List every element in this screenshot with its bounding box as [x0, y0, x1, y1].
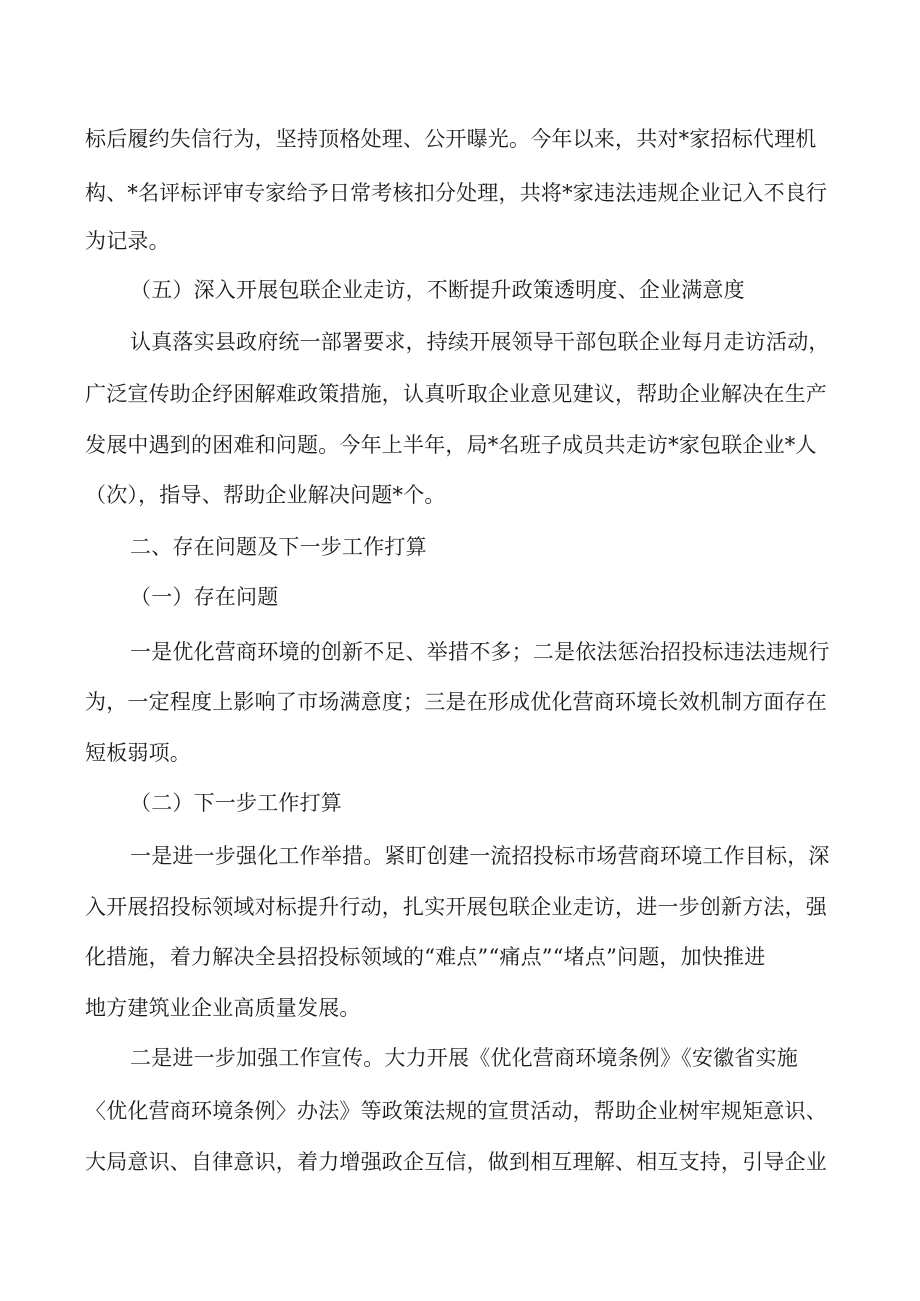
paragraph-line: 大局意识、自律意识，着力增强政企互信，做到相互理解、相互支持，引导企业 — [85, 1150, 827, 1174]
paragraph-line: 短板弱项。 — [85, 741, 191, 765]
section-subheading: （一）存在问题 — [130, 585, 279, 609]
paragraph-line: 构、*名评标评审专家给予日常考核扣分处理，共将*家违法违规企业记入不良行 — [85, 181, 828, 205]
paragraph-line: 为记录。 — [85, 229, 170, 253]
paragraph-line: 地方建筑业企业高质量发展。 — [85, 996, 361, 1020]
paragraph-line: 化措施，着力解决全县招投标领域的“难点”“痛点”“堵点”问题，加快推进 — [85, 945, 766, 969]
paragraph-line: 为，一定程度上影响了市场满意度；三是在形成优化营商环境长效机制方面存在 — [85, 690, 827, 714]
paragraph-line: （次），指导、帮助企业解决问题*个。 — [85, 483, 446, 507]
paragraph-line: 发展中遇到的困难和问题。今年上半年，局*名班子成员共走访*家包联企业*人 — [85, 433, 817, 457]
paragraph-line: 广泛宣传助企纾困解难政策措施，认真听取企业意见建议，帮助企业解决在生产 — [85, 382, 827, 406]
section-subheading: （五）深入开展包联企业走访，不断提升政策透明度、企业满意度 — [130, 278, 745, 302]
paragraph-line: 一是进一步强化工作举措。紧盯创建一流招投标市场营商环境工作目标，深 — [130, 844, 830, 868]
paragraph-line: 认真落实县政府统一部署要求，持续开展领导干部包联企业每月走访活动， — [130, 330, 830, 354]
section-subheading: （二）下一步工作打算 — [130, 791, 342, 815]
paragraph-line: 标后履约失信行为，坚持顶格处理、公开曝光。今年以来，共对*家招标代理机 — [85, 127, 817, 151]
paragraph-line: 入开展招投标领域对标提升行动，扎实开展包联企业走访，进一步创新方法，强 — [85, 895, 827, 919]
paragraph-line: 二是进一步加强工作宣传。大力开展《优化营商环境条例》《安徽省实施 — [130, 1046, 798, 1070]
paragraph-line: 一是优化营商环境的创新不足、举措不多；二是依法惩治招投标违法违规行 — [130, 640, 830, 664]
paragraph-line: 〈优化营商环境条例〉办法》等政策法规的宣贯活动，帮助企业树牢规矩意识、 — [85, 1099, 827, 1123]
section-heading: 二、存在问题及下一步工作打算 — [130, 535, 427, 559]
